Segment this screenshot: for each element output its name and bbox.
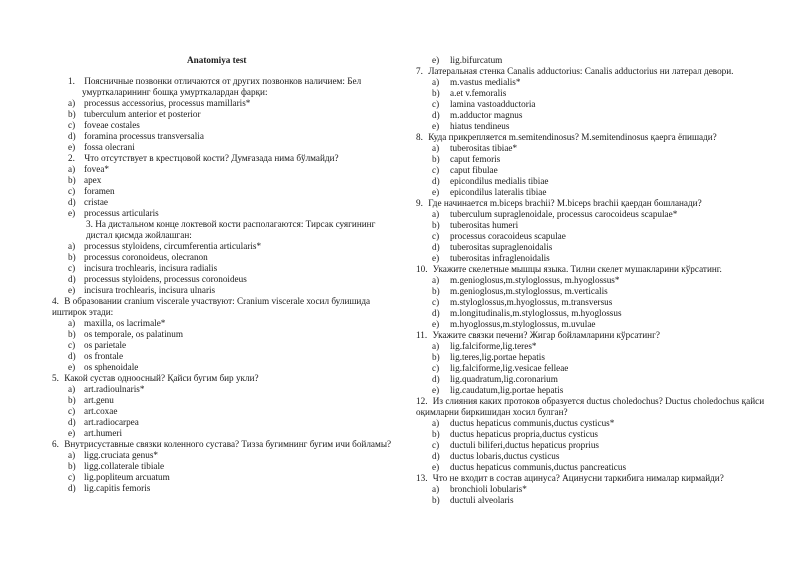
question-text bbox=[416, 132, 776, 143]
option-text: m.vastus medialis* bbox=[450, 77, 521, 87]
question-body: В образовании cranium viscerale участвуют: Cranium viscerale хосил булишида иштирок этади: bbox=[52, 296, 371, 317]
answer-option bbox=[416, 220, 776, 231]
answer-option bbox=[416, 440, 776, 451]
option-letter: d) bbox=[68, 274, 76, 284]
answer-option bbox=[52, 109, 402, 120]
answer-option bbox=[416, 88, 776, 99]
option-letter: d) bbox=[432, 451, 440, 461]
option-letter: b) bbox=[432, 286, 440, 296]
option-text: m.longitudinalis,m.styloglossus, m.hyoglossus bbox=[450, 308, 622, 318]
option-letter: e) bbox=[432, 121, 440, 131]
option-text: lamina vastoadductoria bbox=[450, 99, 536, 109]
option-text: tuberositas infraglenoidalis bbox=[450, 253, 550, 263]
option-text: ductus lobaris,ductus cysticus bbox=[450, 451, 560, 461]
option-letter: d) bbox=[432, 176, 440, 186]
option-text: os parietale bbox=[84, 340, 127, 350]
question-number: 4. bbox=[52, 296, 59, 306]
answer-option bbox=[416, 451, 776, 462]
option-letter: d) bbox=[432, 374, 440, 384]
question-body: Латеральная стенка Canalis adductorius: Canalis adductorius ни латерал девори. bbox=[428, 66, 734, 76]
answer-option bbox=[52, 263, 402, 274]
answer-option bbox=[52, 395, 402, 406]
right-column bbox=[416, 55, 776, 506]
option-letter: b) bbox=[432, 154, 440, 164]
option-text: os temporale, os palatinum bbox=[84, 329, 183, 339]
option-text: lig.popliteum arcuatum bbox=[84, 472, 170, 482]
question-text bbox=[52, 153, 402, 164]
answer-option bbox=[52, 285, 402, 296]
option-text: m.adductor magnus bbox=[450, 110, 523, 120]
answer-option bbox=[52, 428, 402, 439]
option-letter: b) bbox=[68, 109, 76, 119]
option-letter: a) bbox=[432, 341, 440, 351]
document-title: Anatomiya test bbox=[187, 55, 247, 65]
right-question-list bbox=[416, 55, 776, 506]
option-text: art.radiocarpea bbox=[84, 417, 139, 427]
question-number: 11. bbox=[416, 330, 428, 340]
answer-option bbox=[416, 341, 776, 352]
option-text: processus accessorius, processus mamillaris* bbox=[84, 98, 251, 108]
option-letter: c) bbox=[68, 472, 76, 482]
question-text bbox=[416, 66, 776, 77]
question-body: Что отсутствует в крестцовой кости? Думғазада нима бўлмайди? bbox=[84, 153, 339, 163]
option-letter: e) bbox=[432, 462, 440, 472]
answer-option bbox=[416, 154, 776, 165]
option-letter: c) bbox=[68, 340, 76, 350]
question-text bbox=[52, 296, 402, 318]
answer-option bbox=[52, 450, 402, 461]
answer-option bbox=[52, 406, 402, 417]
option-letter: c) bbox=[432, 297, 440, 307]
answer-option bbox=[52, 186, 402, 197]
answer-option bbox=[416, 99, 776, 110]
option-text: art.radioulnaris* bbox=[84, 384, 145, 394]
option-letter: b) bbox=[68, 395, 76, 405]
question-text bbox=[416, 264, 776, 275]
answer-option bbox=[52, 252, 402, 263]
question-number: 10. bbox=[416, 264, 428, 274]
question-number: 7. bbox=[416, 66, 423, 76]
answer-option bbox=[416, 165, 776, 176]
answer-option bbox=[416, 385, 776, 396]
question-number: 6. bbox=[52, 439, 59, 449]
option-letter: d) bbox=[432, 242, 440, 252]
left-question-list bbox=[52, 76, 402, 494]
option-text: incisura trochlearis, incisura ulnaris bbox=[84, 285, 216, 295]
question-text bbox=[52, 373, 402, 384]
question-text bbox=[416, 396, 776, 418]
answer-option bbox=[52, 472, 402, 483]
option-text: art.genu bbox=[84, 395, 114, 405]
option-letter: c) bbox=[68, 186, 76, 196]
question-body: Укажите скелетные мышцы языка. Тилни скелет мушакларини кўрсатинг. bbox=[432, 264, 722, 274]
option-letter: b) bbox=[68, 252, 76, 262]
option-letter: a) bbox=[432, 77, 440, 87]
option-letter: b) bbox=[432, 429, 440, 439]
option-letter: a) bbox=[68, 450, 76, 460]
option-text: tuberositas supraglenoidalis bbox=[450, 242, 553, 252]
answer-option bbox=[52, 318, 402, 329]
question-number: 8. bbox=[416, 132, 423, 142]
option-letter: b) bbox=[68, 461, 76, 471]
question-text bbox=[52, 439, 402, 450]
question-number: 13. bbox=[416, 473, 428, 483]
option-letter: d) bbox=[68, 197, 76, 207]
option-letter: c) bbox=[68, 120, 76, 130]
option-text: lig.falciforme,lig.vesicae felleae bbox=[450, 363, 569, 373]
option-text: ductuli biliferi,ductus hepaticus proprius bbox=[450, 440, 600, 450]
option-text: apex bbox=[84, 175, 102, 185]
option-letter: a) bbox=[68, 318, 76, 328]
option-text: tuberculum supraglenoidale, processus carocoideus scapulae* bbox=[450, 209, 678, 219]
answer-option bbox=[416, 297, 776, 308]
option-text: bronchioli lobularis* bbox=[450, 484, 527, 494]
option-letter: d) bbox=[68, 351, 76, 361]
question-text bbox=[416, 473, 776, 484]
answer-option bbox=[52, 175, 402, 186]
question-number: 2. bbox=[68, 153, 75, 163]
option-letter: d) bbox=[68, 131, 76, 141]
option-text: lig.bifurcatum bbox=[450, 55, 503, 65]
answer-option bbox=[52, 164, 402, 175]
answer-option bbox=[52, 131, 402, 142]
answer-option bbox=[416, 484, 776, 495]
answer-option bbox=[416, 176, 776, 187]
option-text: ductus hepaticus propria,ductus cysticus bbox=[450, 429, 598, 439]
answer-option bbox=[416, 374, 776, 385]
answer-option bbox=[52, 120, 402, 131]
option-letter: c) bbox=[432, 231, 440, 241]
answer-option bbox=[416, 418, 776, 429]
option-text: ductus hepaticus communis,ductus pancreaticus bbox=[450, 462, 627, 472]
option-letter: c) bbox=[432, 440, 440, 450]
option-text: m.genioglosus,m.styloglossus, m.verticalis bbox=[450, 286, 608, 296]
option-letter: a) bbox=[432, 484, 440, 494]
option-text: ductuli alveolaris bbox=[450, 495, 514, 505]
option-text: ligg.collaterale tibiale bbox=[84, 461, 165, 471]
option-letter: b) bbox=[432, 88, 440, 98]
option-letter: e) bbox=[432, 55, 440, 65]
answer-option bbox=[416, 55, 776, 66]
question-body: Куда прикрепляется m.semitendinosus? M.semitendinosus қаерга ёпишади? bbox=[428, 132, 717, 142]
option-text: tuberositas humeri bbox=[450, 220, 519, 230]
option-letter: d) bbox=[68, 417, 76, 427]
answer-option bbox=[416, 187, 776, 198]
question-number: 3. bbox=[86, 219, 93, 229]
question-text bbox=[52, 219, 402, 241]
option-letter: a) bbox=[432, 275, 440, 285]
question-body: На дистальном конце локтевой кости располагаются: Тирсак суягининг дистал қисмда жойлашган: bbox=[86, 219, 376, 240]
answer-option bbox=[52, 362, 402, 373]
option-letter: e) bbox=[68, 362, 76, 372]
answer-option bbox=[416, 429, 776, 440]
option-letter: c) bbox=[68, 406, 76, 416]
option-letter: b) bbox=[432, 495, 440, 505]
question-text bbox=[52, 76, 402, 98]
option-text: cristae bbox=[84, 197, 108, 207]
question-body: Где начинается m.biceps brachii? M.biceps brachii қаердан бошланади? bbox=[428, 198, 702, 208]
answer-option bbox=[416, 121, 776, 132]
option-letter: a) bbox=[432, 143, 440, 153]
option-text: m.hyoglossus,m.styloglossus, m.uvulae bbox=[450, 319, 596, 329]
option-letter: d) bbox=[68, 483, 76, 493]
question-body: Внутрисуставные связки коленного сустава? Тизза бугимнинг бугим ичи бойламы? bbox=[64, 439, 392, 449]
option-letter: b) bbox=[432, 352, 440, 362]
answer-option bbox=[52, 197, 402, 208]
option-text: incisura trochlearis, incisura radialis bbox=[84, 263, 218, 273]
answer-option bbox=[416, 242, 776, 253]
option-text: tuberculum anterior et posterior bbox=[84, 109, 201, 119]
option-letter: a) bbox=[68, 384, 76, 394]
option-text: os sphenoidale bbox=[84, 362, 139, 372]
option-letter: c) bbox=[68, 263, 76, 273]
option-text: art.humeri bbox=[84, 428, 123, 438]
answer-option bbox=[52, 98, 402, 109]
option-text: foramen bbox=[84, 186, 115, 196]
question-body: Укажите связки печени? Жигар бойламларини кўрсатинг? bbox=[432, 330, 660, 340]
option-text: ligg.cruciata genus* bbox=[84, 450, 158, 460]
option-letter: a) bbox=[68, 98, 76, 108]
option-letter: c) bbox=[432, 99, 440, 109]
option-letter: d) bbox=[432, 110, 440, 120]
option-text: processus coracoideus scapulae bbox=[450, 231, 566, 241]
answer-option bbox=[416, 308, 776, 319]
option-text: fossa olecrani bbox=[84, 142, 135, 152]
question-body: Поясничные позвонки отличаются от других позвонков наличием: Бел умурткаларининг бошқа умурткалардан фарқи: bbox=[82, 76, 362, 97]
option-text: lig.caudatum,lig.portae hepatis bbox=[450, 385, 564, 395]
question-text bbox=[416, 330, 776, 341]
option-letter: c) bbox=[432, 165, 440, 175]
option-text: art.coxae bbox=[84, 406, 118, 416]
question-text bbox=[416, 198, 776, 209]
answer-option bbox=[416, 143, 776, 154]
option-text: processus coronoideus, olecranon bbox=[84, 252, 208, 262]
option-text: lig.falciforme,lig.teres* bbox=[450, 341, 537, 351]
answer-option bbox=[416, 319, 776, 330]
option-text: epicondilus medialis tibiae bbox=[450, 176, 549, 186]
question-body: Из слияния каких протоков образуется ductus choledochus? Ductus choledochus қайси оқимларни биркишидан хосил булган? bbox=[416, 396, 765, 417]
option-text: processus articularis bbox=[84, 208, 159, 218]
question-number: 5. bbox=[52, 373, 59, 383]
option-letter: b) bbox=[68, 175, 76, 185]
question-body: Какой сустав одноосный? Қайси бугим бир укли? bbox=[64, 373, 259, 383]
question-number: 1. bbox=[68, 76, 75, 86]
option-text: ductus hepaticus communis,ductus cysticus* bbox=[450, 418, 615, 428]
option-letter: c) bbox=[432, 363, 440, 373]
answer-option bbox=[52, 461, 402, 472]
option-text: caput femoris bbox=[450, 154, 501, 164]
answer-option bbox=[416, 77, 776, 88]
option-text: m.styloglossus,m.hyoglossus, m.transversus bbox=[450, 297, 613, 307]
answer-option bbox=[52, 241, 402, 252]
option-letter: e) bbox=[432, 253, 440, 263]
answer-option bbox=[52, 483, 402, 494]
answer-option bbox=[416, 462, 776, 473]
answer-option bbox=[416, 352, 776, 363]
option-letter: a) bbox=[68, 241, 76, 251]
option-text: maxilla, os lacrimale* bbox=[84, 318, 166, 328]
option-text: processus styloidens, circumferentia articularis* bbox=[84, 241, 262, 251]
option-letter: b) bbox=[432, 220, 440, 230]
question-number: 12. bbox=[416, 396, 428, 406]
option-letter: e) bbox=[432, 385, 440, 395]
option-letter: e) bbox=[68, 142, 76, 152]
option-letter: b) bbox=[68, 329, 76, 339]
option-letter: e) bbox=[432, 187, 440, 197]
question-body: Что не входит в состав ацинуса? Ацинусни таркибига нималар кирмайди? bbox=[432, 473, 724, 483]
option-letter: d) bbox=[432, 308, 440, 318]
option-text: os frontale bbox=[84, 351, 124, 361]
answer-option bbox=[52, 274, 402, 285]
answer-option bbox=[416, 231, 776, 242]
option-text: tuberositas tibiae* bbox=[450, 143, 518, 153]
option-letter: e) bbox=[432, 319, 440, 329]
answer-option bbox=[52, 142, 402, 153]
left-column bbox=[52, 55, 402, 494]
option-text: m.genioglosus,m.styloglossus, m.hyoglossus* bbox=[450, 275, 620, 285]
option-text: hiatus tendineus bbox=[450, 121, 510, 131]
option-letter: e) bbox=[68, 208, 76, 218]
option-letter: e) bbox=[68, 428, 76, 438]
answer-option bbox=[52, 340, 402, 351]
option-text: foveae costales bbox=[84, 120, 140, 130]
answer-option bbox=[416, 363, 776, 374]
option-letter: e) bbox=[68, 285, 76, 295]
option-text: foramina processus transversalia bbox=[84, 131, 204, 141]
option-letter: a) bbox=[432, 209, 440, 219]
answer-option bbox=[416, 495, 776, 506]
option-text: fovea* bbox=[84, 164, 109, 174]
answer-option bbox=[52, 384, 402, 395]
option-text: processus styloidens, processus coronoideus bbox=[84, 274, 247, 284]
question-number: 9. bbox=[416, 198, 423, 208]
option-text: lig.teres,lig.portae hepatis bbox=[450, 352, 545, 362]
answer-option bbox=[416, 253, 776, 264]
option-letter: a) bbox=[68, 164, 76, 174]
option-text: lig.quadratum,lig.coronarium bbox=[450, 374, 558, 384]
answer-option bbox=[416, 286, 776, 297]
answer-option bbox=[416, 110, 776, 121]
answer-option bbox=[52, 351, 402, 362]
option-letter: a) bbox=[432, 418, 440, 428]
option-text: caput fibulae bbox=[450, 165, 498, 175]
option-text: epicondilus lateralis tibiae bbox=[450, 187, 547, 197]
option-text: lig.capitis femoris bbox=[84, 483, 151, 493]
answer-option bbox=[52, 329, 402, 340]
answer-option bbox=[416, 209, 776, 220]
answer-option bbox=[52, 208, 402, 219]
answer-option bbox=[52, 417, 402, 428]
answer-option bbox=[416, 275, 776, 286]
option-text: a.et v.femoralis bbox=[450, 88, 507, 98]
